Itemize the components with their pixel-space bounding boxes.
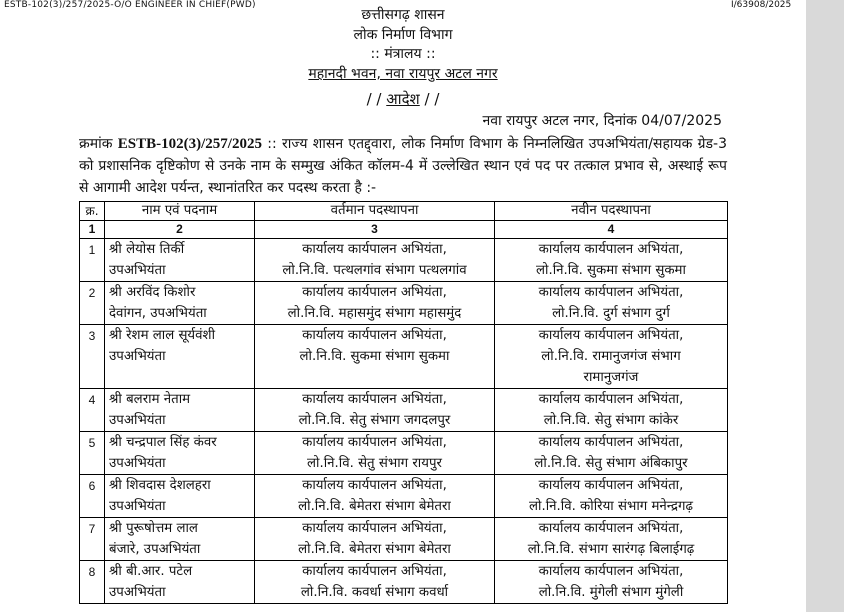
row-new-posting — [495, 282, 728, 325]
current-office: कार्यालय कार्यपालन अभियंता, — [302, 242, 447, 257]
new-posting-line: लो.नि.वि. सेतु संभाग कांकेर — [543, 413, 679, 428]
current-office: कार्यालय कार्यपालन अभियंता, — [302, 564, 447, 579]
row-serial: 6 — [80, 475, 105, 518]
employee-designation: उपअभियंता — [109, 413, 166, 428]
table-row — [80, 239, 728, 282]
employee-name: श्री लेयोस तिर्की — [109, 242, 185, 257]
new-posting-line: कार्यालय कार्यपालन अभियंता, — [538, 478, 684, 493]
row-new-posting — [495, 561, 728, 604]
row-name-designation — [105, 239, 255, 282]
new-posting-line: लो.नि.वि. मुंगेली संभाग मुंगेली — [538, 585, 684, 600]
row-serial: 2 — [80, 282, 105, 325]
header-new-posting: नवीन पदस्थापना — [495, 202, 728, 221]
table-row — [80, 561, 728, 604]
row-new-posting — [495, 475, 728, 518]
employee-name: श्री पुरूषोत्तम लाल — [109, 521, 198, 536]
row-current-posting — [255, 239, 495, 282]
employee-name: श्री रेशम लाल सूर्यवंशी — [109, 328, 216, 343]
row-serial: 5 — [80, 432, 105, 475]
header-serial: क्र. — [80, 202, 105, 221]
row-name-designation — [105, 325, 255, 389]
row-new-posting — [495, 432, 728, 475]
row-serial: 8 — [80, 561, 105, 604]
transfer-table — [79, 201, 728, 604]
employee-designation: बंजारे, उपअभियंता — [109, 542, 201, 557]
row-serial: 3 — [80, 325, 105, 389]
header-current-posting: वर्तमान पदस्थापना — [255, 202, 495, 221]
current-division: लो.नि.वि. सेतु संभाग जगदलपुर — [298, 413, 451, 428]
new-posting-line: कार्यालय कार्यपालन अभियंता, — [538, 285, 684, 300]
row-current-posting — [255, 389, 495, 432]
employee-name: श्री अरविंद किशोर — [109, 285, 196, 300]
row-current-posting — [255, 561, 495, 604]
employee-name: श्री बलराम नेताम — [109, 392, 191, 407]
employee-name: श्री बी.आर. पटेल — [109, 564, 193, 579]
order-number: ESTB-102(3)/257/2025 — [117, 136, 262, 152]
table-column-number-row — [80, 221, 728, 239]
current-division: लो.नि.वि. कवर्धा संभाग कवर्धा — [300, 585, 449, 600]
document-reference-right: I/63908/2025 — [731, 0, 792, 10]
employee-name: श्री चन्द्रपाल सिंह कंवर — [109, 435, 217, 450]
new-posting-line: लो.नि.वि. कोरिया संभाग मनेन्द्रगढ़ — [529, 499, 693, 514]
table-row — [80, 518, 728, 561]
row-name-designation — [105, 282, 255, 325]
employee-designation: उपअभियंता — [109, 585, 166, 600]
current-office: कार्यालय कार्यपालन अभियंता, — [302, 285, 447, 300]
new-posting-line: कार्यालय कार्यपालन अभियंता, — [538, 564, 684, 579]
order-date: नवा रायपुर अटल नगर, दिनांक 04/07/2025 — [482, 113, 722, 129]
new-posting-line: कार्यालय कार्यपालन अभियंता, — [538, 242, 684, 257]
table-row — [80, 389, 728, 432]
order-body: क्रमांक ESTB-102(3)/257/2025 :: राज्य शासन एतद्द्वारा, लोक निर्माण विभाग के निम्नलिखित उपअभियंता/सहायक ग्रेड-3 को प्रशासनिक दृष्टिकोण से उनके नाम के सम्मुख अंकित कॉलम-4 में उल्लेखित स्थान एवं पद पर तत्काल प्रभाव से, अस्थाई रूप से आगामी आदेश पर्यन्त, स्थानांतरित कर पदस्थ करता है :- — [79, 136, 727, 196]
new-posting-line: कार्यालय कार्यपालन अभियंता, — [538, 521, 684, 536]
row-new-posting — [495, 325, 728, 389]
new-posting-line: लो.नि.वि. संभाग सारंगढ़ बिलाईगढ़ — [527, 542, 695, 557]
new-posting-line: कार्यालय कार्यपालन अभियंता, — [538, 435, 684, 450]
employee-designation: उपअभियंता — [109, 499, 166, 514]
employee-designation: देवांगन, उपअभियंता — [109, 306, 207, 321]
document-reference-left: ESTB-102(3)/257/2025-O/O ENGINEER IN CHIEF(PWD) — [4, 0, 256, 10]
employee-designation: उपअभियंता — [109, 263, 166, 278]
current-division: लो.नि.वि. सुकमा संभाग सुकमा — [299, 349, 450, 364]
table-row — [80, 325, 728, 389]
row-current-posting — [255, 325, 495, 389]
employee-designation: उपअभियंता — [109, 349, 166, 364]
new-posting-line: लो.नि.वि. दुर्ग संभाग दुर्ग — [552, 306, 670, 321]
letterhead-department: लोक निर्माण विभाग — [353, 27, 453, 43]
column-number: 1 — [80, 221, 105, 239]
row-name-designation — [105, 561, 255, 604]
current-division: लो.नि.वि. पत्थलगांव संभाग पत्थलगांव — [282, 263, 467, 278]
current-division: लो.नि.वि. सेतु संभाग रायपुर — [307, 456, 442, 471]
row-current-posting — [255, 282, 495, 325]
current-division: लो.नि.वि. बेमेतरा संभाग बेमेतरा — [298, 499, 451, 514]
letterhead-government: छत्तीसगढ़ शासन — [361, 7, 445, 23]
row-current-posting — [255, 518, 495, 561]
row-new-posting — [495, 389, 728, 432]
row-serial: 1 — [80, 239, 105, 282]
letterhead-ministry: :: मंत्रालय :: — [370, 46, 436, 62]
row-name-designation — [105, 518, 255, 561]
current-office: कार्यालय कार्यपालन अभियंता, — [302, 435, 447, 450]
current-division: लो.नि.वि. महासमुंद संभाग महासमुंद — [287, 306, 462, 321]
employee-designation: उपअभियंता — [109, 456, 166, 471]
row-serial: 7 — [80, 518, 105, 561]
row-new-posting — [495, 518, 728, 561]
row-current-posting — [255, 475, 495, 518]
table-header-row — [80, 202, 728, 221]
table-row — [80, 432, 728, 475]
current-office: कार्यालय कार्यपालन अभियंता, — [302, 478, 447, 493]
table-row — [80, 282, 728, 325]
row-name-designation — [105, 475, 255, 518]
employee-name: श्री शिवदास देशलहरा — [109, 478, 211, 493]
table-body — [80, 239, 728, 604]
letterhead-address: महानदी भवन, नवा रायपुर अटल नगर — [308, 66, 498, 82]
current-office: कार्यालय कार्यपालन अभियंता, — [302, 392, 447, 407]
current-office: कार्यालय कार्यपालन अभियंता, — [302, 328, 447, 343]
row-current-posting — [255, 432, 495, 475]
row-new-posting — [495, 239, 728, 282]
new-posting-line: कार्यालय कार्यपालन अभियंता, — [538, 392, 684, 407]
new-posting-line: लो.नि.वि. सुकमा संभाग सुकमा — [536, 263, 686, 278]
row-name-designation — [105, 389, 255, 432]
new-posting-line: कार्यालय कार्यपालन अभियंता, — [538, 328, 684, 343]
column-number: 2 — [105, 221, 255, 239]
viewer-scrollbar[interactable] — [806, 0, 844, 612]
table-row — [80, 475, 728, 518]
column-number: 4 — [495, 221, 728, 239]
current-office: कार्यालय कार्यपालन अभियंता, — [302, 521, 447, 536]
row-name-designation — [105, 432, 255, 475]
new-posting-line: रामानुजगंज — [583, 370, 639, 385]
new-posting-line: लो.नि.वि. सेतु संभाग अंबिकापुर — [534, 456, 688, 471]
new-posting-line: लो.नि.वि. रामानुजगंज संभाग — [541, 349, 681, 364]
header-name: नाम एवं पदनाम — [105, 202, 255, 221]
current-division: लो.नि.वि. बेमेतरा संभाग बेमेतरा — [298, 542, 451, 557]
column-number: 3 — [255, 221, 495, 239]
row-serial: 4 — [80, 389, 105, 432]
order-title: / / आदेश / / — [366, 90, 440, 108]
